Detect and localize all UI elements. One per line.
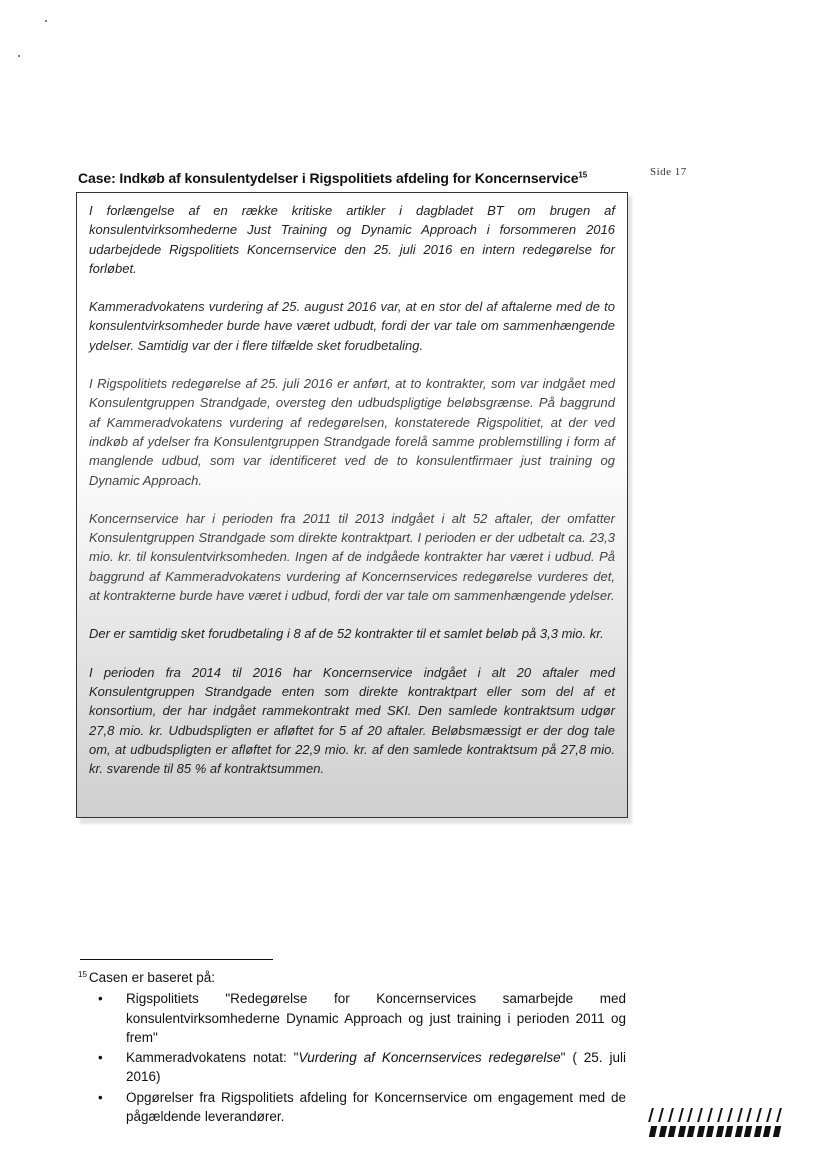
case-paragraph: Kammeradvokatens vurdering af 25. august 2016 var, at en stor del af aftalerne med de to konsulentvirksomheder burde have været udbudt, fordi der var tale om sammenhængende ydelser. Samtidig var der i flere tilfælde sket forudbetaling. [89,299,615,353]
case-box [76,192,628,818]
footnote-source-prefix: Kammeradvokatens notat: " [126,1050,299,1066]
case-paragraph: I forlængelse af en række kritiske artikler i dagbladet BT om brugen af konsulentvirksomhederne Just Training og Dynamic Approach i forsommeren 2016 udarbejdede Rigspolitiets Koncernservice den 25. juli 2016 en intern redegørelse for forløbet. [89,203,615,276]
footnote-source-text: Rigspolitiets "Redegørelse for Koncernservices samarbejde med konsulentvirksomhederne Dynamic Approach og just training i perioden 2011 og frem" [126,991,626,1045]
scan-speck [45,20,47,22]
scan-speck [18,55,20,57]
footnote-source-title: Vurdering af Koncernservices redegørelse [298,1050,561,1066]
footnote-reference: 15 [578,170,588,180]
footnote-intro [78,968,626,987]
bullet-icon: • [98,1089,103,1105]
footnote-source-item [98,989,626,1047]
case-paragraph: Koncernservice har i perioden fra 2011 til 2013 indgået i alt 52 aftaler, der omfatter Konsulentgruppen Strandgade som direkte kontraktpart. I perioden er der udbetalt ca. 23,3 mio. kr. til konsulentvirksomheden. Ingen af de indgåede kontrakter har været i udbud. På baggrund af Kammeradvokatens vurdering af Koncernservices redegørelse vurderes det, at kontrakterne burde have været i udbud, fordi der var tale om sammenhængende ydelser. [89,510,615,604]
case-title-text: Case: Indkøb af konsulentydelser i Rigspolitiets afdeling for Koncernservice [78,170,579,186]
footnote-source-suffix: " ( 25. juli 2016) [126,1050,626,1085]
case-paragraph: I Rigspolitiets redegørelse af 25. juli 2016 er anført, at to kontrakter, som var indgået med Konsulentgruppen Strandgade, oversteg den udbudspligtige beløbsgrænse. På baggrund af Kammeradvokatens vurdering af redegørelsen, konstaterede Rigspolitiet, at der ved indkøb af ydelser fra Konsulentgruppen Strandgade forelå samme problemstilling i form af manglende udbud, som var identificeret ved de to konsulentfirmaer just training og Dynamic Approach. [89,376,615,488]
footnote-number: 15 [78,969,87,979]
bullet-icon: • [98,1050,103,1066]
barcode [650,1108,780,1137]
barcode-row-thin [650,1108,780,1122]
footnote-separator [80,959,273,960]
footnote-intro-text: Casen er baseret på: [88,970,215,985]
footnote-source-item [98,1088,626,1127]
bullet-icon: • [98,991,103,1007]
page-number: Side 17 [650,166,687,178]
case-paragraph: I perioden fra 2014 til 2016 har Koncernservice indgået i alt 20 aftaler med Konsulentgruppen Strandgade enten som direkte kontraktpart eller som del af et konsortium, der har indgået rammekontrakt med SKI. Den samlede kontraktsum udgør 27,8 mio. kr. Udbudspligten er afløftet for 5 af 20 aftaler. Beløbsmæssigt er der dog tale om, at udbudspligten er afløftet for 22,9 mio. kr. af den samlede kontraktsum på 27,8 mio. kr. svarende til 85 % af kontraktsummen. [89,664,615,777]
barcode-row-thick [650,1126,780,1137]
footnote-source-text: Opgørelser fra Rigspolitiets afdeling for Koncernservice om engagement med de pågældende leverandører. [126,1089,626,1125]
case-title [78,170,587,186]
case-paragraph: Der er samtidig sket forudbetaling i 8 af de 52 kontrakter til et samlet beløb på 3,3 mio. kr. [89,626,604,642]
footnote-source-item [98,1048,626,1087]
footnote [78,968,626,1127]
case-body [77,193,627,778]
footnote-source-list [78,989,626,1126]
